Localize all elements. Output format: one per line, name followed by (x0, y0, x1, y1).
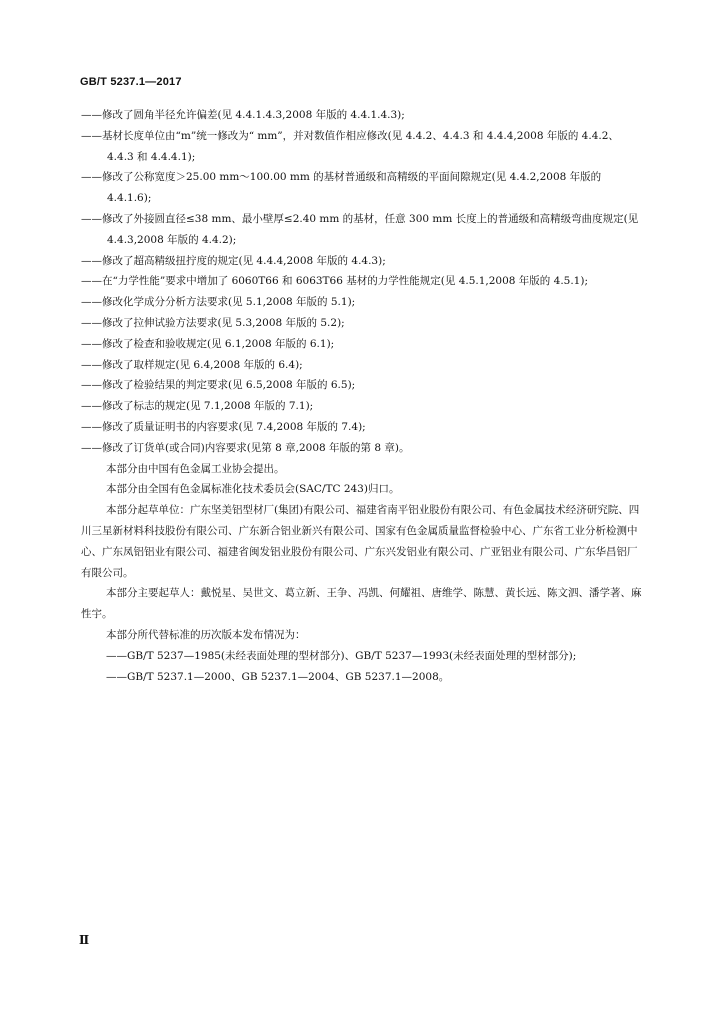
history-item: ——GB/T 5237.1—2000、GB 5237.1—2004、GB 5237.1—2008。 (106, 670, 450, 683)
change-item: ——基材长度单位由“m”统一修改为“ mm”，并对数值作相应修改(见 4.4.2、4.4.3 和 4.4.4,2008 年版的 4.4.2、4.4.3 和 4.4.4.1); (81, 129, 619, 163)
page-number: Ⅱ (79, 933, 90, 947)
change-item: ——修改了检查和验收规定(见 6.1,2008 年版的 6.1); (81, 337, 335, 350)
proposed-by-paragraph: 本部分由中国有色金属工业协会提出。 (106, 462, 285, 475)
change-item: ——修改了外接圆直径≤38 mm、最小壁厚≤2.40 mm 的基材，任意 300 mm 长度上的普通级和高精级弯曲度规定(见 4.4.3,2008 年版的 4.4.2); (81, 212, 639, 246)
change-item: ——修改了公称宽度＞25.00 mm～100.00 mm 的基材普通级和高精级的平面间隙规定(见 4.4.2,2008 年版的 4.4.1.6); (81, 171, 602, 205)
drafting-units-paragraph: 本部分起草单位：广东坚美铝型材厂(集团)有限公司、福建省南平铝业股份有限公司、有色金属技术经济研究院、四川三星新材料科技股份有限公司、广东新合铝业新兴有限公司、国家有色金属质量监督检验中心、广东省工业分析检测中心、广东凤铝铝业有限公司、福建省闽发铝业股份有限公司、广东兴发铝业有限公司、广亚铝业有限公司、广东华昌铝厂有限公司。 (81, 504, 640, 579)
change-item: ——修改了标志的规定(见 7.1,2008 年版的 7.1); (81, 400, 314, 413)
history-intro-paragraph: 本部分所代替标准的历次版本发布情况为： (106, 628, 306, 641)
change-item: ——修改了拉伸试验方法要求(见 5.3,2008 年版的 5.2); (81, 316, 345, 329)
change-item: ——修改化学成分分析方法要求(见 5.1,2008 年版的 5.1); (81, 296, 356, 309)
change-item: ——修改了超高精级扭拧度的规定(见 4.4.4,2008 年版的 4.4.3); (81, 254, 386, 267)
change-item: ——修改了检验结果的判定要求(见 6.5,2008 年版的 6.5); (81, 379, 356, 392)
change-item: ——修改了质量证明书的内容要求(见 7.4,2008 年版的 7.4); (81, 420, 366, 433)
history-item: ——GB/T 5237—1985(未经表面处理的型材部分)、GB/T 5237—1993(未经表面处理的型材部分); (106, 649, 577, 662)
managed-by-paragraph: 本部分由全国有色金属标准化技术委员会(SAC/TC 243)归口。 (106, 483, 400, 496)
change-item: ——修改了取样规定(见 6.4,2008 年版的 6.4); (81, 358, 303, 371)
change-item: ——修改了圆角半径允许偏差(见 4.4.1.4.3,2008 年版的 4.4.1.4.3); (81, 109, 405, 121)
drafters-paragraph: 本部分主要起草人：戴悦星、吴世文、葛立新、王争、冯凯、何耀祖、唐维学、陈慧、黄长远、陈文泗、潘学著、麻性宇。 (81, 587, 642, 621)
document-body (81, 105, 644, 687)
change-item: ——修改了订货单(或合同)内容要求(见第 8 章,2008 年版的第 8 章)。 (81, 441, 410, 454)
change-item: ——在“力学性能”要求中增加了 6060T66 和 6063T66 基材的力学性能规定(见 4.5.1,2008 年版的 4.5.1); (81, 275, 588, 288)
standard-code-header: GB/T 5237.1—2017 (80, 76, 182, 88)
